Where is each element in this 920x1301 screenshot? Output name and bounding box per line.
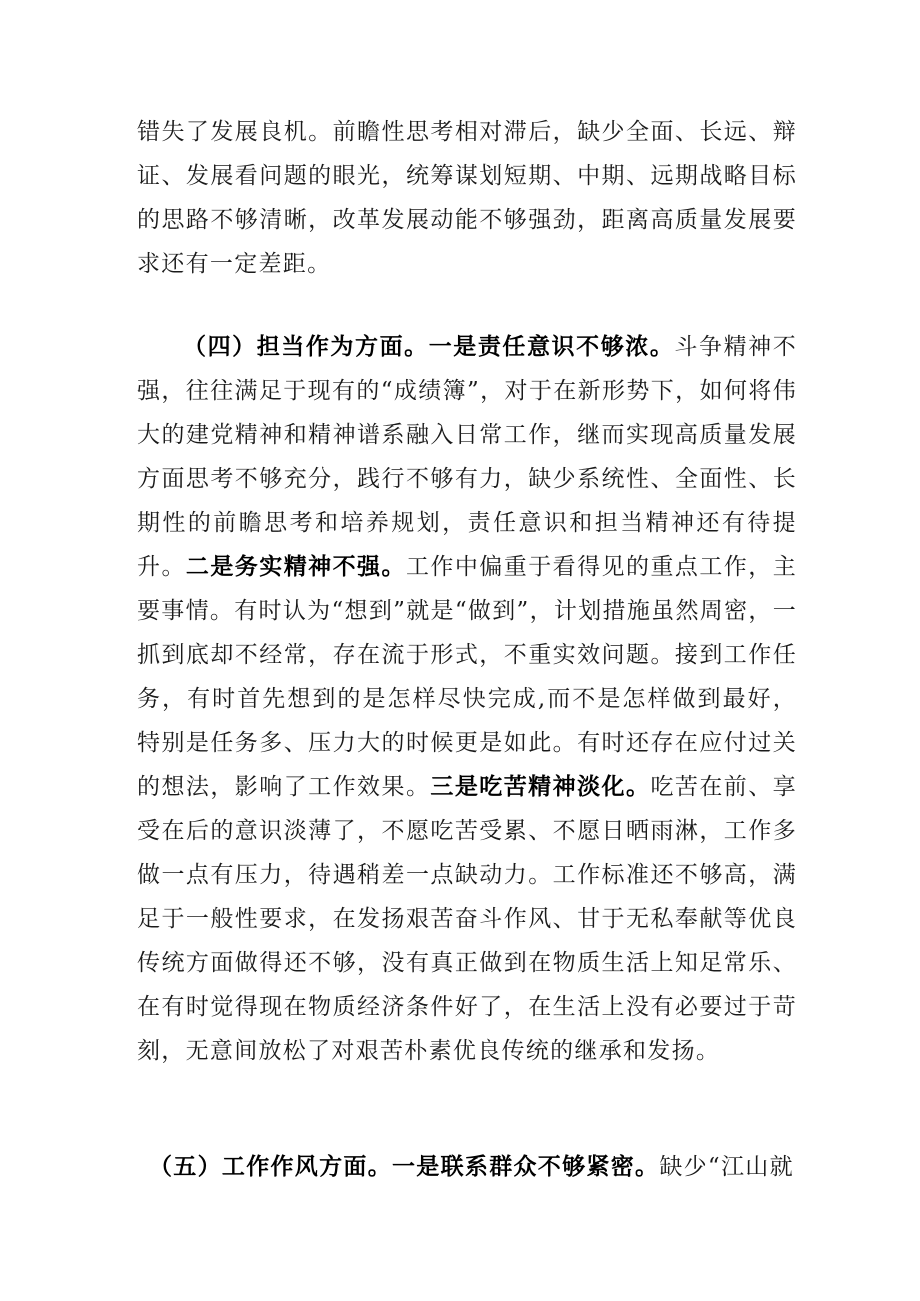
paragraph-text: 斗争精神不强，往往满足于现有的“成绩簿”，对于在新形势下，如何将伟大的建党精神和精神谱系融入日常工作，继而实现高质量发展方面思考不够充分，践行不够有力，缺少系统性、全面性、长期性的前瞻思考和培养规划，责任意识和担当精神还有待提升。 (137, 334, 798, 580)
subheading-hardship-spirit: 三是吃苦精神淡化。 (430, 774, 651, 800)
paragraph-responsibility (137, 325, 797, 1073)
subheading-pragmatic-spirit: 二是务实精神不强。 (185, 554, 406, 580)
paragraph-continuation (137, 110, 797, 286)
paragraph-text: 吃苦在前、享受在后的意识淡薄了，不愿吃苦受累、不愿日晒雨淋，工作多做一点有压力，待遇稍差一点缺动力。工作标准还不够高，满足于一般性要求，在发扬艰苦奋斗作风、甘于无私奉献等优良传统方面做得还不够，没有真正做到在物质生活上知足常乐、在有时觉得现在物质经济条件好了，在生活上没有必要过于苛刻，无意间放松了对艰苦朴素优良传统的继承和发扬。 (137, 774, 797, 1064)
paragraph-text: 错失了发展良机。前瞻性思考相对滞后，缺少全面、长远、辩证、发展看问题的眼光，统筹谋划短期、中期、远期战略目标的思路不够清晰，改革发展动能不够强劲，距离高质量发展要求还有一定差距。 (137, 119, 797, 277)
paragraph-text: 工作中偏重于看得见的重点工作，主要事情。有时认为“想到”就是“做到”，计划措施虽然周密，一抓到底却不经常，存在流于形式，不重实效问题。接到工作任务，有时首先想到的是怎样尽快完成,而不是怎样做到最好，特别是任务多、压力大的时候更是如此。有时还存在应付过关的想法，影响了工作效果。 (137, 554, 797, 800)
paragraph-work-style (137, 1145, 797, 1189)
section-heading-work-style: （五）工作作风方面。一是联系群众不够紧密。 (149, 1154, 660, 1180)
paragraph-text: 缺少“江山就 (659, 1154, 794, 1180)
section-heading-responsibility: （四）担当作为方面。一是责任意识不够浓。 (183, 334, 675, 360)
